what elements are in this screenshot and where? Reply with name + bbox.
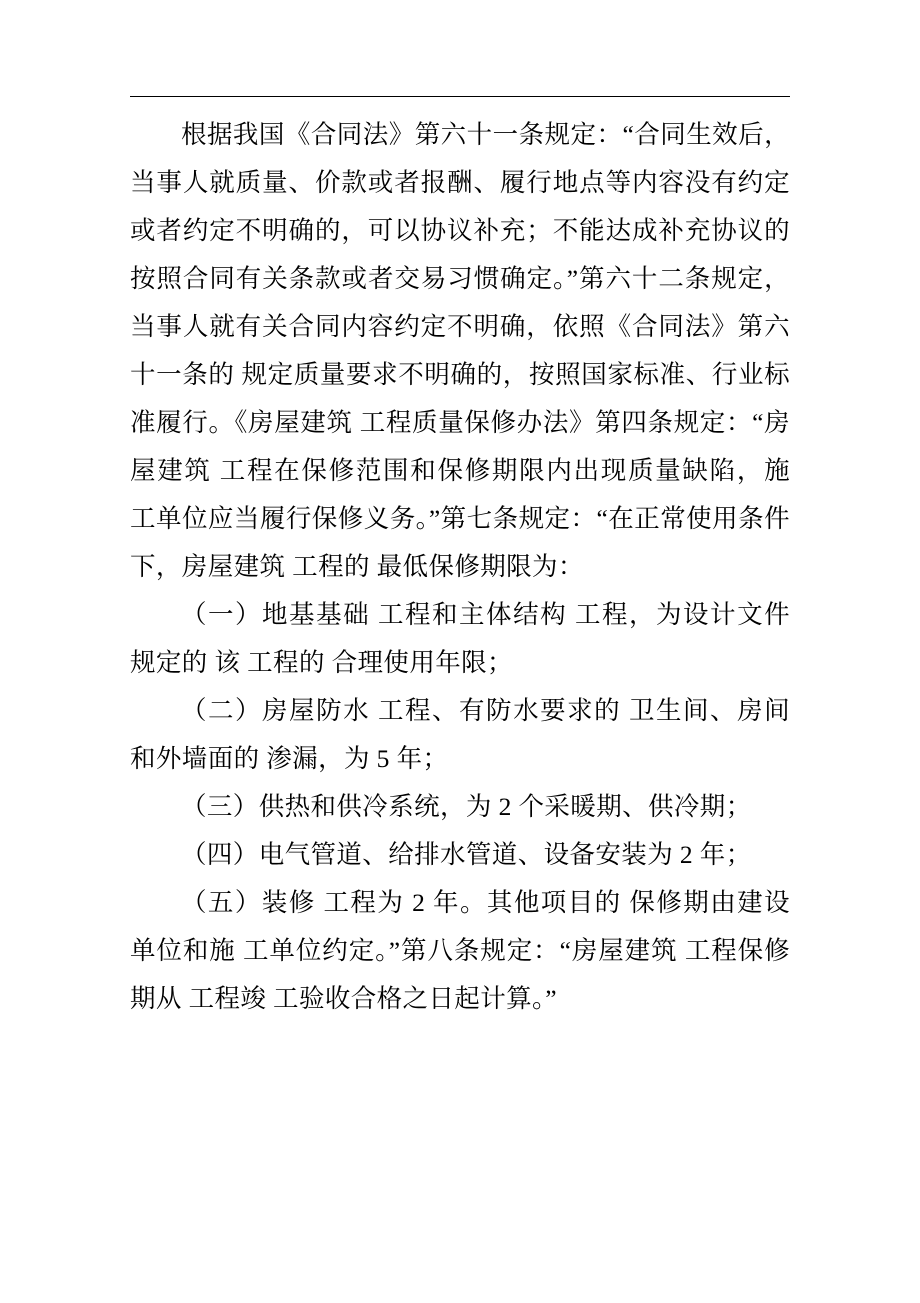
paragraph-5: （四）电气管道、给排水管道、设备安装为 2 年； bbox=[181, 840, 752, 869]
paragraph-2: （一）地基基础 工程和主体结构 工程，为设计文件规定的 该 工程的 合理使用年限； bbox=[130, 600, 790, 677]
paragraph-3: （二）房屋防水 工程、有防水要求的 卫生间、房间和外墙面的 渗漏，为 5 年； bbox=[130, 696, 790, 773]
paragraph-6: （五）装修 工程为 2 年。其他项目的 保修期由建设单位和施 工单位约定。”第八条规定：“房屋建筑 工程保修期从 工程竣 工验收合格之日起计算。” bbox=[130, 888, 790, 1013]
paragraph-1: 根据我国《合同法》第六十一条规定：“合同生效后，当事人就质量、价款或者报酬、履行地点等内容没有约定或者约定不明确的，可以协议补充；不能达成补充协议的 按照合同有关条款或者交易习惯确定。”第六十二条规定，当事人就有关合同内容约定不明确，依照《合同法》第六十一条的 规定质量要求不明确的，按照国家标准、行业标准履行。《房屋建筑 工程质量保修办法》第四条规定：“房屋建筑 工程在保修范围和保修期限内出现质量缺陷，施 工单位应当履行保修义务。”第七条规定：“在正常使用条件下，房屋建筑 工程的 最低保修期限为： bbox=[130, 120, 790, 581]
header-rule bbox=[130, 96, 790, 97]
document-body bbox=[130, 96, 790, 1023]
paragraph-4: （三）供热和供冷系统，为 2 个采暖期、供冷期； bbox=[181, 792, 752, 821]
